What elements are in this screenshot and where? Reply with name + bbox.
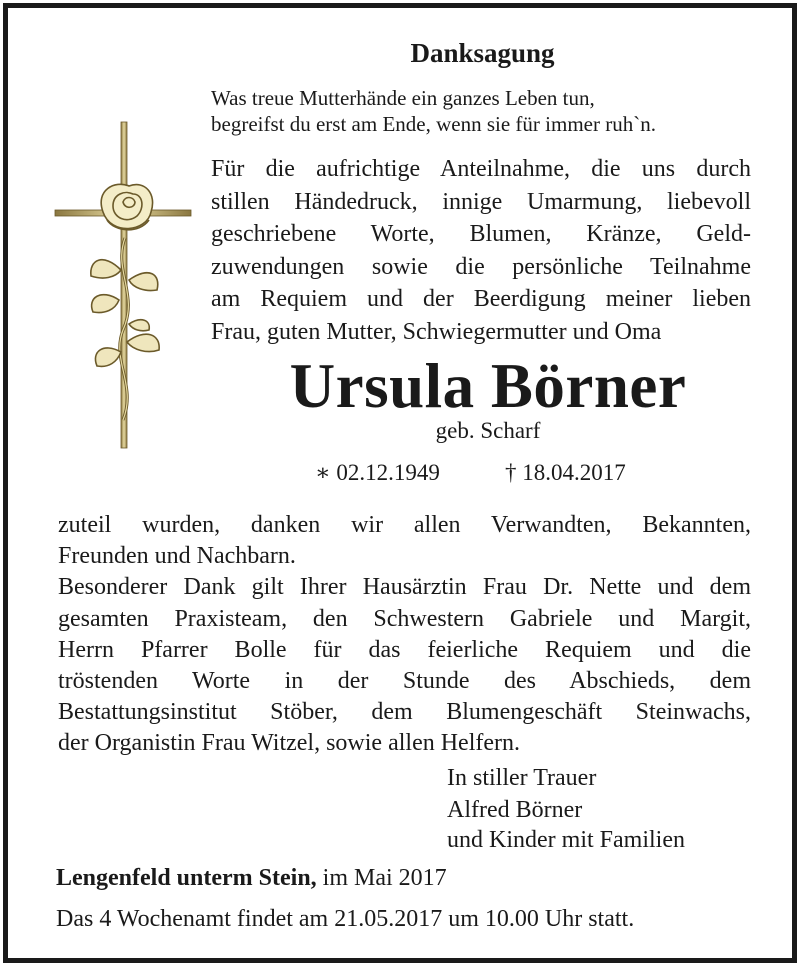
intro-paragraph [211,153,751,348]
death-date: † 18.04.2017 [505,460,626,485]
date: im Mai 2017 [322,865,447,891]
place-date [56,865,447,892]
signature-lead: In stiller Trauer [447,765,597,791]
body-line: gesamten Praxisteam, den Schwestern Gabriele und Margit, [58,605,751,632]
place: Lengenfeld unterm Stein, [56,865,317,891]
body-line: Besonderer Dank gilt Ihrer Hausärztin Frau Dr. Nette und dem [58,574,751,601]
body-line: Bestattungsinstitut Stöber, dem Blumengeschäft Steinwachs, [58,699,751,726]
signature-name: Alfred Börner [447,797,583,823]
signature-family: und Kinder mit Familien [447,827,685,853]
body-line: zuteil wurden, danken wir allen Verwandten, Bekannten, [58,512,751,538]
intro-line: Frau, guten Mutter, Schwiegermutter und Oma [211,318,662,345]
intro-line: Für die aufrichtige Anteilnahme, die uns durch [211,156,751,182]
maiden-name: geb. Scharf [435,418,541,443]
memorial-notice: Das 4 Wochenamt findet am 21.05.2017 um 10.00 Uhr statt. [56,906,635,932]
body-line: tröstenden Worte in der Stunde des Abschieds, dem [58,668,751,695]
body-line: Freunden und Nachbarn. [58,543,296,570]
deceased-name: Ursula Börner [289,351,687,421]
verse-line-2: begreifst du erst am Ende, wenn sie für immer ruh`n. [211,112,656,136]
intro-line: am Requiem und der Beerdigung meiner lieben [211,286,751,312]
body-line: der Organistin Frau Witzel, sowie allen Helfern. [58,730,521,757]
obituary-notice [3,3,797,963]
verse-line-1: Was treue Mutterhände ein ganzes Leben tun, [211,86,595,110]
intro-line: zuwendungen sowie die persönliche Teilnahme [211,253,751,280]
birth-date: ∗ 02.12.1949 [315,460,440,485]
intro-line: geschriebene Worte, Blumen, Kränze, Geld- [211,221,751,247]
body-line: Herrn Pfarrer Bolle für das feierliche Requiem und die [58,636,751,663]
intro-line: stillen Händedruck, innige Umarmung, liebevoll [211,188,751,215]
thanks-paragraph [58,510,751,760]
heading: Danksagung [410,38,555,68]
